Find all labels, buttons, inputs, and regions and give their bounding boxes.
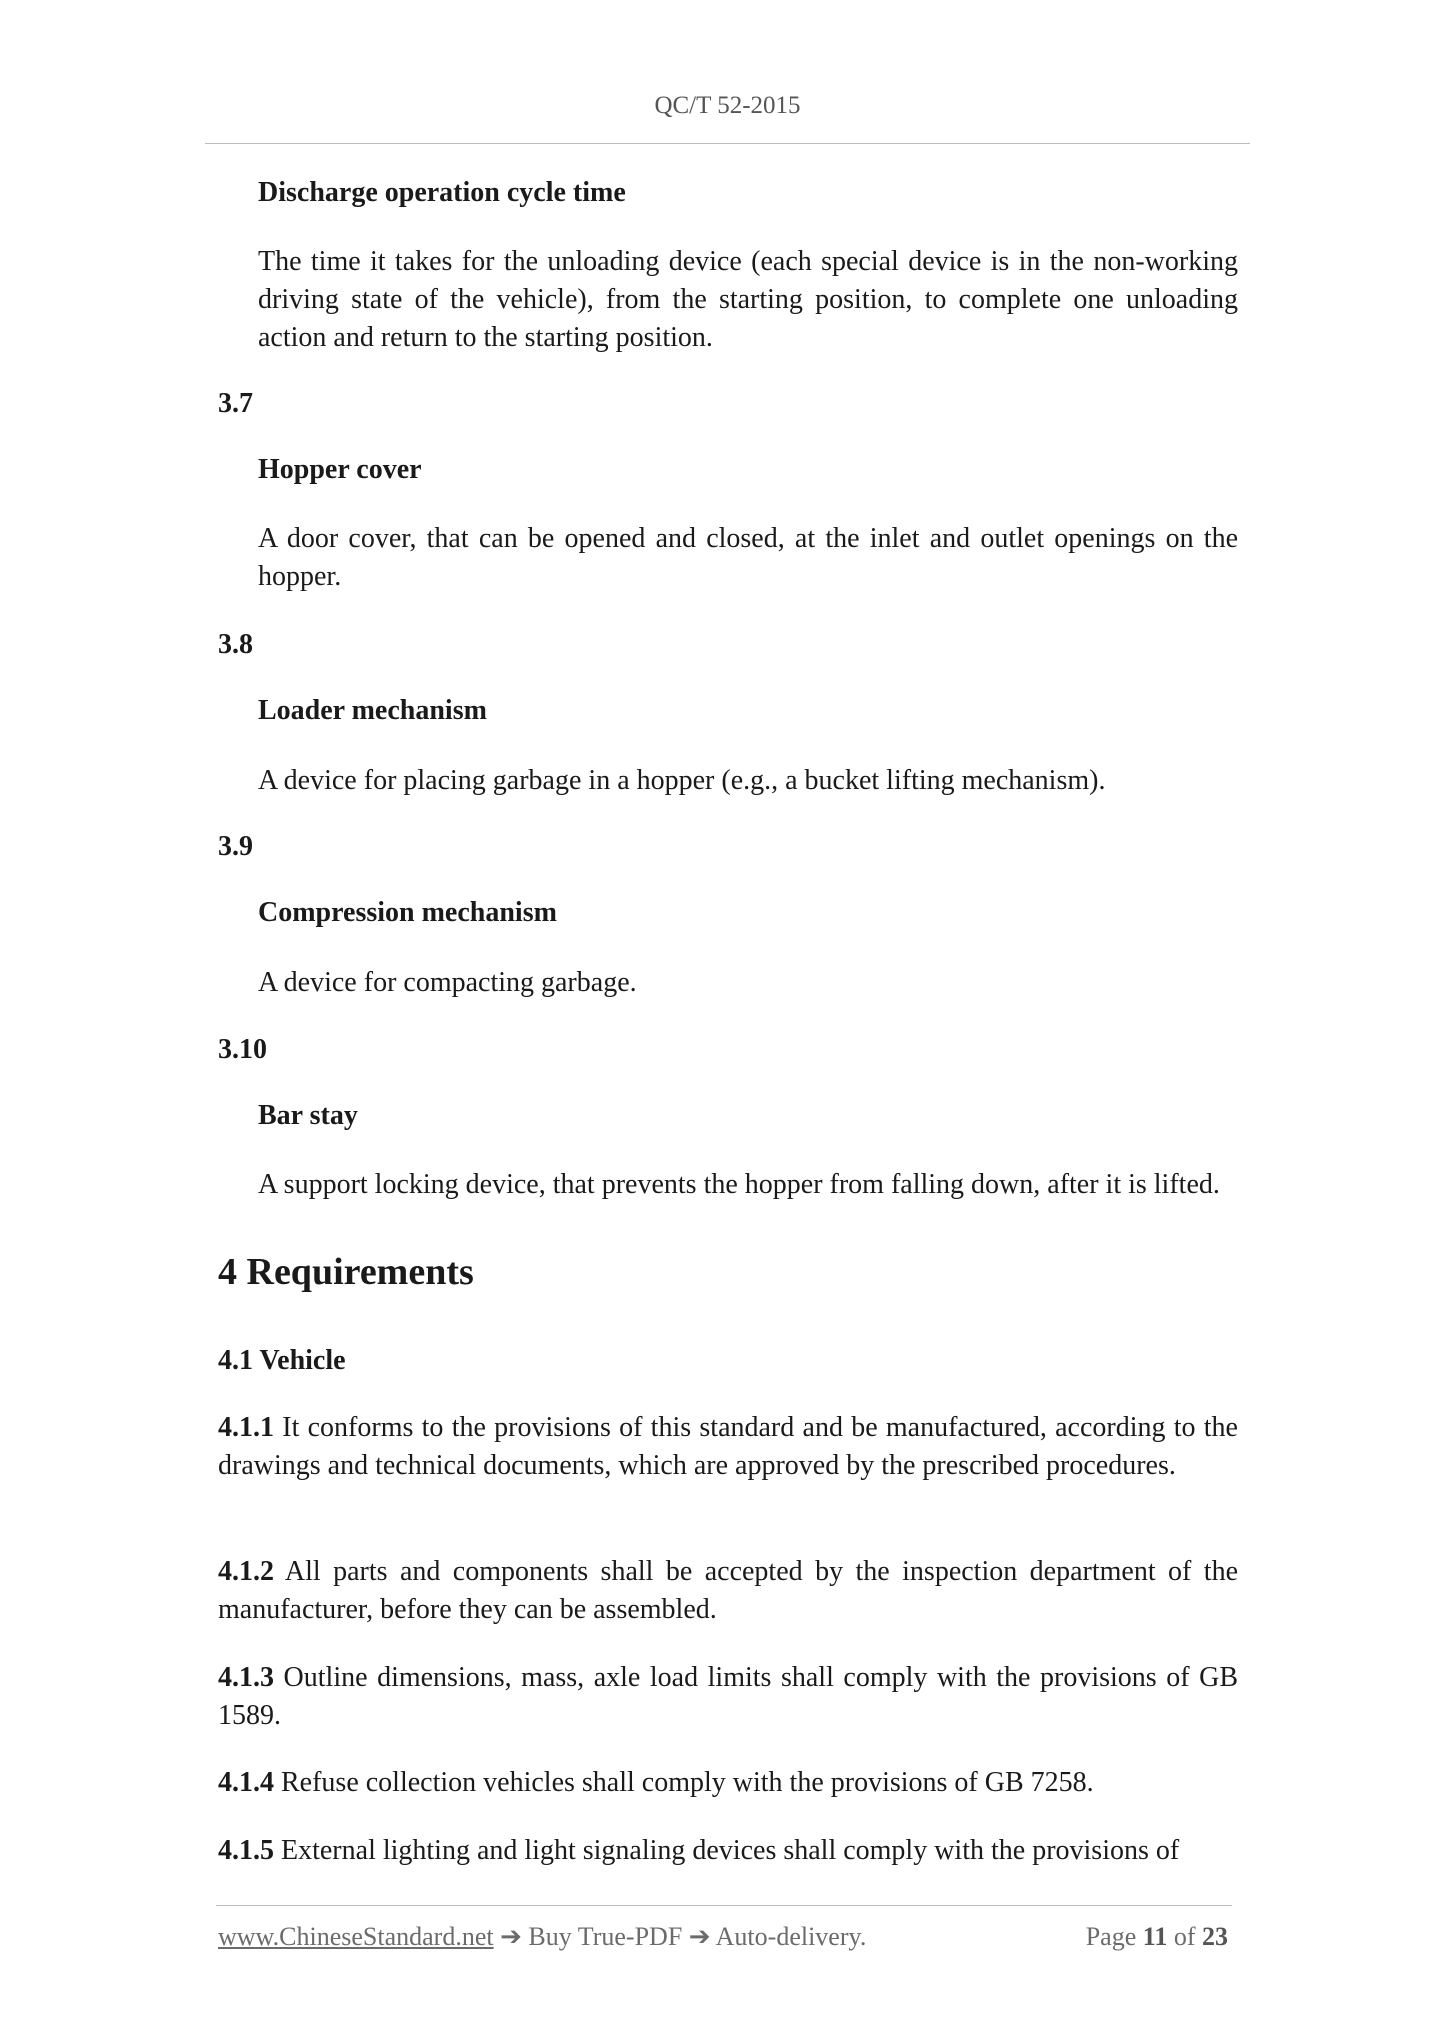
clause-number: 4.1.1 xyxy=(218,1412,274,1443)
term-title: Hopper cover xyxy=(258,454,422,485)
term-number: 3.8 xyxy=(218,629,253,660)
term-definition: The time it takes for the unloading device (each special device is in the non-working driving state of the vehicle), from the starting position, to complete one unloading action and return to the starting position. xyxy=(258,246,1238,353)
page-label: Page xyxy=(1085,1922,1143,1951)
arrow-right-icon: ➔ xyxy=(688,1922,711,1951)
term-title: Discharge operation cycle time xyxy=(258,177,626,208)
term-title: Loader mechanism xyxy=(258,695,487,726)
term-number: 3.9 xyxy=(218,831,253,862)
clause-number: 4.1.2 xyxy=(218,1556,274,1587)
clause-text: External lighting and light signaling devices shall comply with the provisions of xyxy=(274,1835,1180,1866)
running-header: QC/T 52-2015 xyxy=(654,92,801,119)
clause-4-1-3 xyxy=(218,1659,1238,1735)
clause-text: Outline dimensions, mass, axle load limits shall comply with the provisions of GB 1589. xyxy=(218,1662,1238,1731)
term-number: 3.10 xyxy=(218,1034,267,1065)
arrow-right-icon: ➔ xyxy=(500,1922,522,1951)
page-footer xyxy=(218,1922,1228,1952)
website-link[interactable]: www.ChineseStandard.net xyxy=(218,1922,494,1951)
subsection-heading: 4.1 Vehicle xyxy=(218,1345,346,1376)
clause-4-1-1 xyxy=(218,1409,1238,1485)
term-definition: A device for placing garbage in a hopper (e.g., a bucket lifting mechanism). xyxy=(258,765,1106,796)
footer-divider xyxy=(216,1905,1232,1906)
clause-4-1-2 xyxy=(218,1553,1238,1629)
term-title: Compression mechanism xyxy=(258,897,557,928)
section-heading: 4 Requirements xyxy=(218,1251,474,1293)
auto-delivery-text: Auto-delivery. xyxy=(710,1922,867,1951)
clause-text: It conforms to the provisions of this standard and be manufactured, according to the drawings and technical documents, which are approved by the prescribed procedures. xyxy=(218,1412,1238,1481)
term-definition: A door cover, that can be opened and closed, at the inlet and outlet openings on the hopper. xyxy=(258,523,1238,592)
page-indicator xyxy=(1086,1922,1228,1952)
current-page-number: 11 xyxy=(1142,1922,1168,1951)
clause-4-1-4 xyxy=(218,1764,1238,1802)
of-label: of xyxy=(1167,1922,1202,1951)
clause-number: 4.1.3 xyxy=(218,1662,274,1693)
header-divider xyxy=(205,143,1250,144)
term-number: 3.7 xyxy=(218,388,253,419)
buy-pdf-text: Buy True-PDF xyxy=(521,1922,689,1951)
total-pages-number: 23 xyxy=(1202,1922,1228,1951)
clause-4-1-5 xyxy=(218,1832,1238,1870)
clause-text: All parts and components shall be accepted by the inspection department of the manufacturer, before they can be assembled. xyxy=(218,1556,1238,1625)
term-definition: A support locking device, that prevents the hopper from falling down, after it is lifted. xyxy=(258,1169,1220,1200)
clause-text: Refuse collection vehicles shall comply with the provisions of GB 7258. xyxy=(274,1767,1094,1798)
term-definition: A device for compacting garbage. xyxy=(258,967,637,998)
clause-number: 4.1.4 xyxy=(218,1767,274,1798)
term-title: Bar stay xyxy=(258,1100,358,1131)
clause-number: 4.1.5 xyxy=(218,1835,274,1866)
